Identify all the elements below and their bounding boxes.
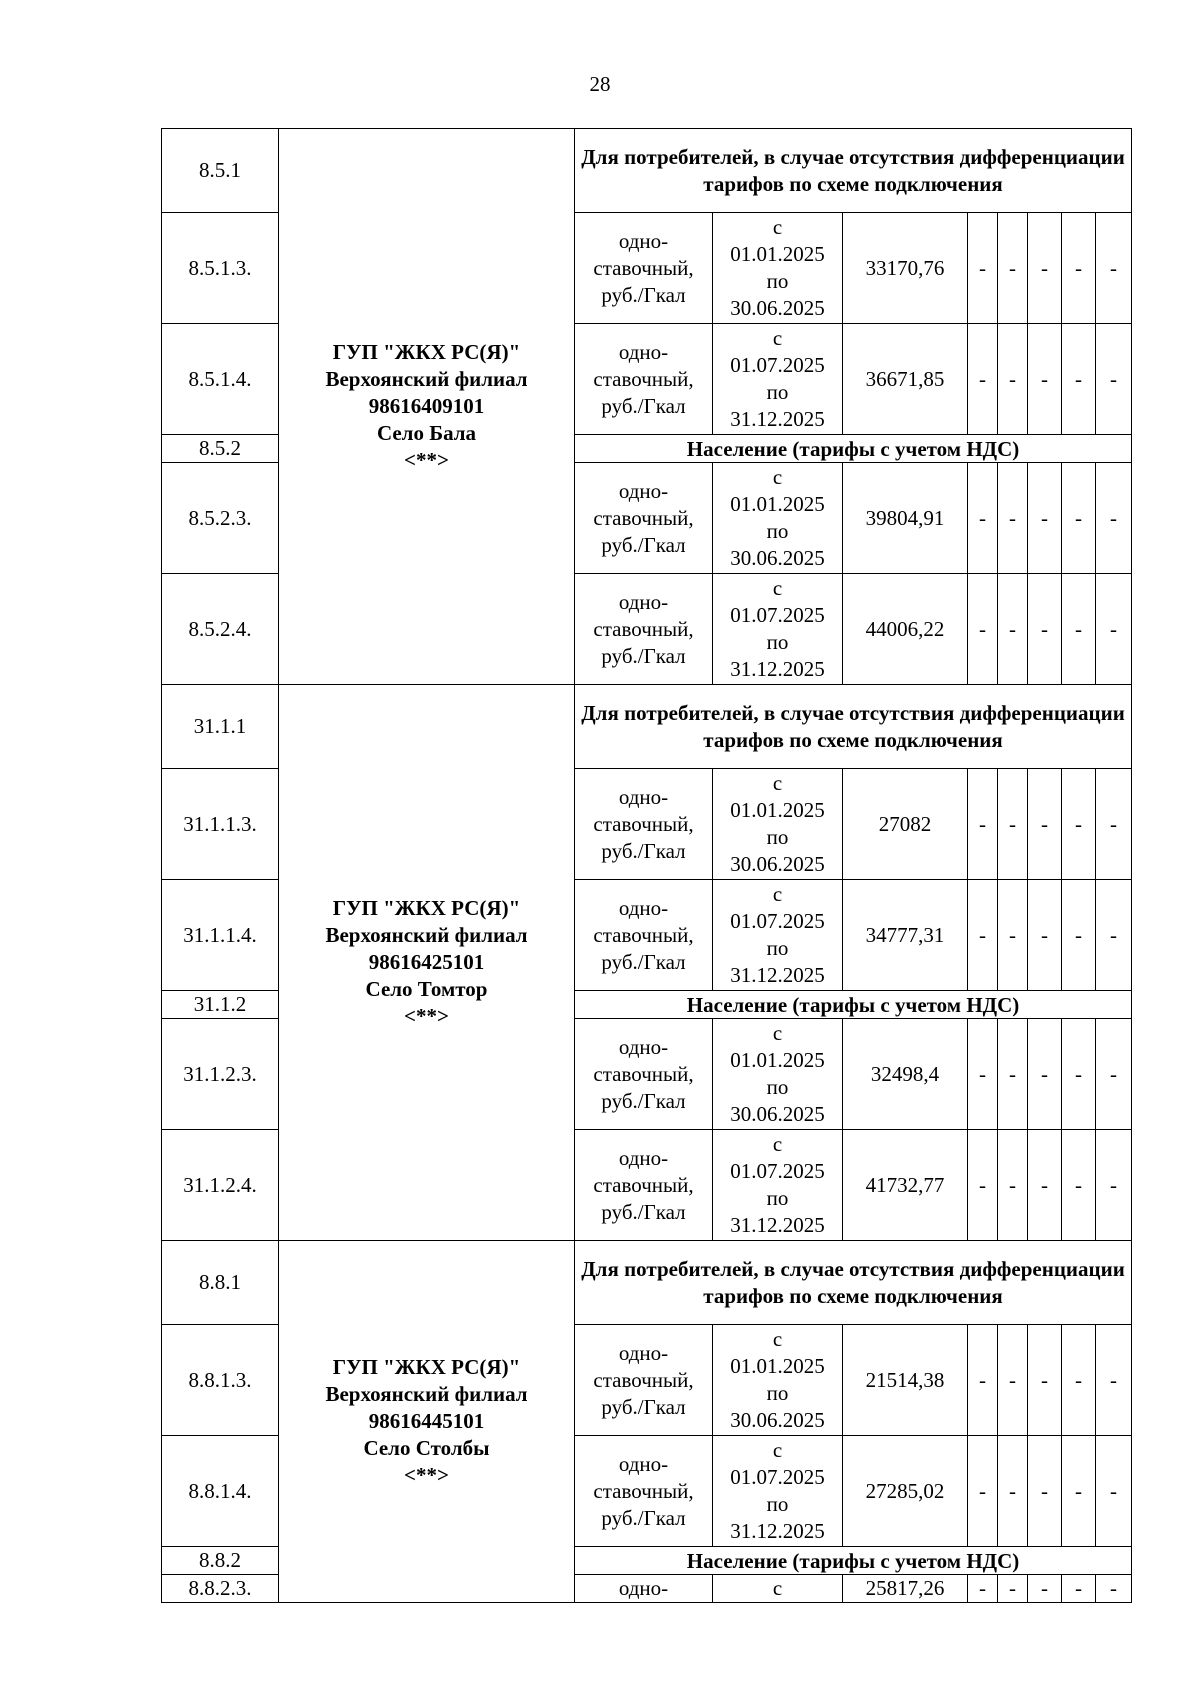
empty-dash: - — [1062, 324, 1096, 435]
organization-line: 98616425101 — [368, 950, 485, 974]
rate-type — [575, 1019, 713, 1130]
period — [713, 1019, 843, 1130]
group-title: Население (тарифы с учетом НДС) — [575, 991, 1132, 1019]
period — [713, 880, 843, 991]
rate-type — [575, 213, 713, 324]
tariff-value: 27285,02 — [843, 1436, 968, 1547]
tariff-value: 21514,38 — [843, 1325, 968, 1436]
period — [713, 1325, 843, 1436]
organization-cell — [279, 129, 575, 685]
period-line: по — [766, 1381, 789, 1405]
empty-dash: - — [968, 463, 998, 574]
period-line: 01.07.2025 — [730, 1159, 825, 1183]
period-line: по — [766, 825, 789, 849]
row-code: 8.8.1.3. — [162, 1325, 279, 1436]
empty-dash: - — [968, 1325, 998, 1436]
tariff-value: 27082 — [843, 769, 968, 880]
period-line: 31.12.2025 — [730, 963, 825, 987]
empty-dash: - — [1096, 463, 1132, 574]
period-line: 30.06.2025 — [730, 546, 825, 570]
period — [713, 324, 843, 435]
empty-dash: - — [968, 324, 998, 435]
period-line: с — [772, 576, 783, 600]
tariff-value: 41732,77 — [843, 1130, 968, 1241]
rate-type — [575, 880, 713, 991]
empty-dash: - — [1096, 213, 1132, 324]
empty-dash: - — [998, 769, 1028, 880]
empty-dash: - — [998, 880, 1028, 991]
empty-dash: - — [1096, 1325, 1132, 1436]
period-line: с — [772, 1327, 783, 1351]
period-line: 30.06.2025 — [730, 852, 825, 876]
organization-line: ГУП "ЖКХ РС(Я)" — [332, 340, 521, 364]
empty-dash: - — [1096, 1130, 1132, 1241]
empty-dash: - — [1028, 1130, 1062, 1241]
empty-dash: - — [1096, 574, 1132, 685]
rate-type-line: ставочный, — [593, 922, 694, 947]
rate-type-line: одно- — [618, 1145, 669, 1170]
period-line: 01.07.2025 — [730, 1465, 825, 1489]
empty-dash: - — [1062, 1019, 1096, 1130]
rate-type — [575, 1325, 713, 1436]
period-line: с — [772, 882, 783, 906]
empty-dash: - — [1028, 463, 1062, 574]
rate-type-line: одно- — [618, 1576, 669, 1600]
empty-dash: - — [998, 1436, 1028, 1547]
rate-type-line: одно- — [618, 339, 669, 364]
empty-dash: - — [1062, 1130, 1096, 1241]
period-line: по — [766, 1075, 789, 1099]
organization-cell — [279, 1241, 575, 1603]
row-code: 8.5.1.3. — [162, 213, 279, 324]
period-line: с — [772, 326, 783, 350]
group-title: Для потребителей, в случае отсутствия дифференциации тарифов по схеме подключения — [575, 129, 1132, 213]
empty-dash: - — [998, 1019, 1028, 1130]
period — [713, 1130, 843, 1241]
rate-type-line: ставочный, — [593, 1172, 694, 1197]
period-line: 31.12.2025 — [730, 1519, 825, 1543]
empty-dash: - — [1096, 880, 1132, 991]
rate-type — [575, 1575, 713, 1603]
rate-type-line: одно- — [618, 478, 669, 503]
rate-type-line: ставочный, — [593, 1061, 694, 1086]
rate-type-line: одно- — [618, 784, 669, 809]
rate-type-line: ставочный, — [593, 1478, 694, 1503]
row-code: 8.5.1.4. — [162, 324, 279, 435]
empty-dash: - — [1028, 1019, 1062, 1130]
rate-type-line: одно- — [618, 1034, 669, 1059]
period-line: 01.07.2025 — [730, 603, 825, 627]
organization-line: Верхоянский филиал — [325, 367, 528, 391]
empty-dash: - — [1062, 769, 1096, 880]
period-line: 30.06.2025 — [730, 1102, 825, 1126]
rate-type — [575, 463, 713, 574]
period-line: с — [772, 1438, 783, 1462]
row-code: 31.1.1.3. — [162, 769, 279, 880]
group-code: 8.8.1 — [162, 1241, 279, 1325]
rate-type-line: ставочный, — [593, 811, 694, 836]
period-line: 31.12.2025 — [730, 407, 825, 431]
tariff-table — [161, 128, 1132, 1603]
period — [713, 574, 843, 685]
empty-dash: - — [998, 463, 1028, 574]
empty-dash: - — [998, 1130, 1028, 1241]
period-line: по — [766, 936, 789, 960]
organization-line: Верхоянский филиал — [325, 923, 528, 947]
rate-type-line: ставочный, — [593, 366, 694, 391]
period-line: с — [772, 1132, 783, 1156]
period-line: по — [766, 630, 789, 654]
empty-dash: - — [1028, 1436, 1062, 1547]
period-line: 31.12.2025 — [730, 657, 825, 681]
tariff-value: 36671,85 — [843, 324, 968, 435]
empty-dash: - — [1062, 574, 1096, 685]
rate-type — [575, 324, 713, 435]
group-title: Для потребителей, в случае отсутствия дифференциации тарифов по схеме подключения — [575, 1241, 1132, 1325]
row-code: 8.8.2.3. — [162, 1575, 279, 1603]
page-number: 28 — [589, 72, 611, 96]
tariff-value: 34777,31 — [843, 880, 968, 991]
row-code: 8.8.1.4. — [162, 1436, 279, 1547]
period-line: 01.01.2025 — [730, 1354, 825, 1378]
period-line: 01.07.2025 — [730, 353, 825, 377]
rate-type — [575, 574, 713, 685]
empty-dash: - — [1062, 1325, 1096, 1436]
empty-dash: - — [968, 1130, 998, 1241]
empty-dash: - — [968, 880, 998, 991]
rate-type — [575, 1436, 713, 1547]
rate-type-line: руб./Гкал — [601, 1088, 686, 1113]
rate-type-line: руб./Гкал — [601, 393, 686, 418]
rate-type-line: руб./Гкал — [601, 1199, 686, 1224]
rate-type-line: ставочный, — [593, 255, 694, 280]
group-code: 8.5.2 — [162, 435, 279, 463]
organization-line: ГУП "ЖКХ РС(Я)" — [332, 1355, 521, 1379]
period-line: 01.01.2025 — [730, 1048, 825, 1072]
organization-line: ГУП "ЖКХ РС(Я)" — [332, 896, 521, 920]
organization-line: <**> — [404, 1463, 449, 1487]
organization-line: <**> — [404, 1004, 449, 1028]
empty-dash: - — [1062, 213, 1096, 324]
organization-line: 98616445101 — [368, 1409, 485, 1433]
tariff-value: 33170,76 — [843, 213, 968, 324]
empty-dash: - — [968, 213, 998, 324]
empty-dash: - — [1028, 880, 1062, 991]
empty-dash: - — [1096, 1575, 1132, 1603]
row-code: 8.5.2.4. — [162, 574, 279, 685]
empty-dash: - — [1028, 213, 1062, 324]
row-code: 8.5.2.3. — [162, 463, 279, 574]
empty-dash: - — [1028, 1575, 1062, 1603]
period — [713, 769, 843, 880]
empty-dash: - — [968, 574, 998, 685]
empty-dash: - — [998, 574, 1028, 685]
group-code: 31.1.2 — [162, 991, 279, 1019]
period-line: по — [766, 519, 789, 543]
organization-line: Село Бала — [376, 421, 477, 445]
rate-type-line: одно- — [618, 589, 669, 614]
period-line: с — [772, 1021, 783, 1045]
empty-dash: - — [1096, 1436, 1132, 1547]
period-line: по — [766, 1492, 789, 1516]
empty-dash: - — [998, 1325, 1028, 1436]
row-code: 31.1.2.3. — [162, 1019, 279, 1130]
empty-dash: - — [1028, 574, 1062, 685]
period-line: 01.01.2025 — [730, 242, 825, 266]
tariff-value: 44006,22 — [843, 574, 968, 685]
group-header-row — [162, 685, 1132, 769]
group-header-row — [162, 1241, 1132, 1325]
period-line: 01.01.2025 — [730, 492, 825, 516]
rate-type-line: ставочный, — [593, 1367, 694, 1392]
tariff-value: 25817,26 — [843, 1575, 968, 1603]
period-line: 01.01.2025 — [730, 798, 825, 822]
empty-dash: - — [968, 1019, 998, 1130]
organization-line: 98616409101 — [368, 394, 485, 418]
rate-type-line: руб./Гкал — [601, 532, 686, 557]
empty-dash: - — [1062, 880, 1096, 991]
period-line: по — [766, 380, 789, 404]
organization-line: Верхоянский филиал — [325, 1382, 528, 1406]
organization-cell — [279, 685, 575, 1241]
empty-dash: - — [968, 769, 998, 880]
period — [713, 213, 843, 324]
rate-type-line: руб./Гкал — [601, 282, 686, 307]
group-title: Для потребителей, в случае отсутствия дифференциации тарифов по схеме подключения — [575, 685, 1132, 769]
rate-type-line: ставочный, — [593, 616, 694, 641]
tariff-value: 32498,4 — [843, 1019, 968, 1130]
period-line: 30.06.2025 — [730, 1408, 825, 1432]
empty-dash: - — [1096, 769, 1132, 880]
rate-type-line: руб./Гкал — [601, 949, 686, 974]
period-line: 30.06.2025 — [730, 296, 825, 320]
period — [713, 1436, 843, 1547]
empty-dash: - — [1062, 1575, 1096, 1603]
rate-type-line: ставочный, — [593, 505, 694, 530]
rate-type — [575, 1130, 713, 1241]
period-line: с — [772, 215, 783, 239]
organization-line: Село Столбы — [363, 1436, 490, 1460]
period-line: 01.07.2025 — [730, 909, 825, 933]
empty-dash: - — [1028, 324, 1062, 435]
empty-dash: - — [1096, 324, 1132, 435]
empty-dash: - — [1096, 1019, 1132, 1130]
organization-line: <**> — [404, 448, 449, 472]
empty-dash: - — [1028, 769, 1062, 880]
empty-dash: - — [968, 1436, 998, 1547]
empty-dash: - — [1062, 1436, 1096, 1547]
row-code: 31.1.1.4. — [162, 880, 279, 991]
rate-type-line: одно- — [618, 895, 669, 920]
tariff-value: 39804,91 — [843, 463, 968, 574]
group-title: Население (тарифы с учетом НДС) — [575, 1547, 1132, 1575]
group-code: 8.5.1 — [162, 129, 279, 213]
period-line: с — [772, 771, 783, 795]
empty-dash: - — [998, 1575, 1028, 1603]
group-code: 8.8.2 — [162, 1547, 279, 1575]
group-title: Население (тарифы с учетом НДС) — [575, 435, 1132, 463]
empty-dash: - — [1062, 463, 1096, 574]
row-code: 31.1.2.4. — [162, 1130, 279, 1241]
period-line: с — [772, 465, 783, 489]
period-line: по — [766, 269, 789, 293]
period-line: по — [766, 1186, 789, 1210]
period-line: с — [772, 1576, 783, 1600]
organization-line: Село Томтор — [365, 977, 488, 1001]
empty-dash: - — [998, 213, 1028, 324]
rate-type — [575, 769, 713, 880]
empty-dash: - — [998, 324, 1028, 435]
rate-type-line: руб./Гкал — [601, 643, 686, 668]
rate-type-line: одно- — [618, 1451, 669, 1476]
period — [713, 1575, 843, 1603]
rate-type-line: руб./Гкал — [601, 1394, 686, 1419]
empty-dash: - — [1028, 1325, 1062, 1436]
rate-type-line: руб./Гкал — [601, 838, 686, 863]
period-line: 31.12.2025 — [730, 1213, 825, 1237]
empty-dash: - — [968, 1575, 998, 1603]
period — [713, 463, 843, 574]
rate-type-line: одно- — [618, 228, 669, 253]
rate-type-line: одно- — [618, 1340, 669, 1365]
group-code: 31.1.1 — [162, 685, 279, 769]
group-header-row — [162, 129, 1132, 213]
rate-type-line: руб./Гкал — [601, 1505, 686, 1530]
